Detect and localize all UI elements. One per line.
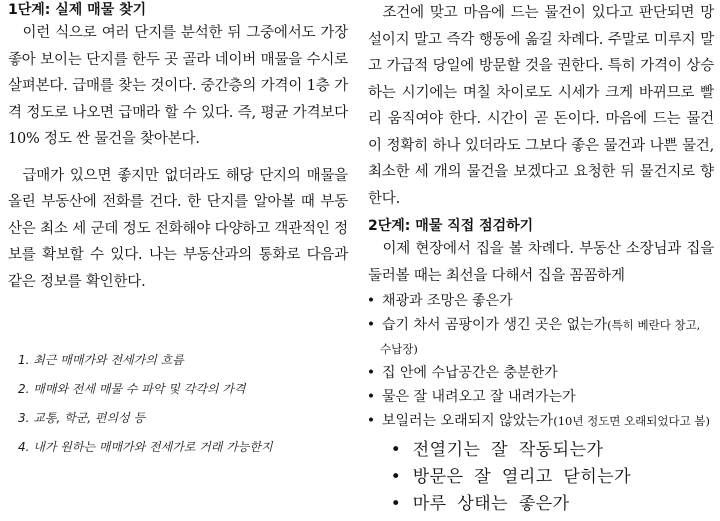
- checklist: [368, 289, 714, 433]
- bullet-icon: •: [366, 317, 376, 333]
- paragraph-2: 급매가 있으면 좋지만 없더라도 해당 단지의 매물을 올린 부동산에 전화를 건다. 한 단지를 알아볼 때 부동산은 최소 세 군데 정도 전화해야 다양하고 객관적인 정보를 확보할 수 있다. 나는 부동산과의 통화로 다음과 같은 정보를 확인한다.: [8, 167, 348, 290]
- checklist-item-note: (10년 정도면 오래되었다고 봄): [553, 414, 710, 428]
- checklist-item-text: 채광과 조망은 좋은가: [382, 293, 513, 309]
- checklist-item-text: 집 안에 수납공간은 충분한가: [382, 365, 558, 381]
- step1-heading: 1단계: 실제 매물 찾기: [8, 2, 147, 18]
- typed-checklist: [368, 437, 714, 518]
- left-column: [8, 0, 348, 295]
- typed-checklist-text: 마루 상태는 좋은가: [412, 494, 570, 514]
- typed-checklist-item: [368, 464, 714, 491]
- typed-checklist-item: [368, 437, 714, 464]
- handwritten-checklist: [18, 346, 348, 462]
- bullet-icon: •: [366, 413, 376, 429]
- checklist-item: [368, 385, 714, 409]
- checklist-item-text: 보일러는 오래되지 않았는가: [382, 413, 554, 429]
- handwritten-item: 2. 매매와 전세 매물 수 파악 및 각각의 가격: [18, 382, 246, 396]
- checklist-item: [368, 313, 714, 361]
- checklist-item: [368, 289, 714, 313]
- checklist-item-text: 습기 차서 곰팡이가 생긴 곳은 없는가: [382, 317, 608, 333]
- paragraph-1: 이런 식으로 여러 단지를 분석한 뒤 그중에서도 가장 좋아 보이는 단지를 한두 곳 골라 네이버 매물을 수시로 살펴본다. 급매를 찾는 것이다. 중간층의 가격이 1층 가격 정도로 나오면 급매라 할 수 있다. 즉, 평균 가격보다 10% 정도 싼 물건을 찾아본다.: [8, 25, 348, 147]
- paragraph-4: 이제 현장에서 집을 볼 차례다. 부동산 소장님과 집을 둘러볼 때는 최선을 다해서 집을 꼼꼼하게: [368, 241, 714, 284]
- right-column: [368, 0, 714, 518]
- bullet-icon: •: [366, 293, 376, 309]
- checklist-item-note: (특히 베란다 창고, 수납장): [380, 318, 701, 356]
- bullet-icon: •: [390, 467, 402, 487]
- typed-checklist-text: 전열기는 잘 작동되는가: [412, 440, 604, 460]
- bullet-icon: •: [390, 440, 402, 460]
- handwritten-item: 4. 내가 원하는 매매가와 전세가로 거래 가능한지: [18, 440, 273, 454]
- handwritten-item: 1. 최근 매매가와 전세가의 흐름: [18, 353, 184, 367]
- paragraph-3: 조건에 맞고 마음에 드는 물건이 있다고 판단되면 망설이지 말고 즉각 행동에 옮길 차례다. 주말로 미루지 말고 가급적 당일에 방문할 것을 권한다. 특히 가격이 상승하는 시기에는 며칠 차이로도 시세가 크게 바뀌므로 빨리 움직여야 한다. 시간이 곧 돈이다. 마음에 드는 물건이 정확히 하나 있더라도 그보다 좋은 물건과 나쁜 물건, 최소한 세 개의 물건을 보겠다고 요청한 뒤 물건지로 향한다.: [368, 5, 714, 207]
- handwritten-item: 3. 교통, 학군, 편의성 등: [18, 411, 146, 425]
- checklist-item: [368, 361, 714, 385]
- bullet-icon: •: [366, 365, 376, 381]
- bullet-icon: •: [366, 389, 376, 405]
- typed-checklist-item: [368, 491, 714, 518]
- bullet-icon: •: [390, 494, 402, 514]
- typed-checklist-text: 방문은 잘 열리고 닫히는가: [412, 467, 632, 487]
- checklist-item: [368, 409, 714, 433]
- step2-heading: 2단계: 매물 직접 점검하기: [368, 218, 534, 234]
- checklist-item-text: 물은 잘 내려오고 잘 내려가는가: [382, 389, 576, 405]
